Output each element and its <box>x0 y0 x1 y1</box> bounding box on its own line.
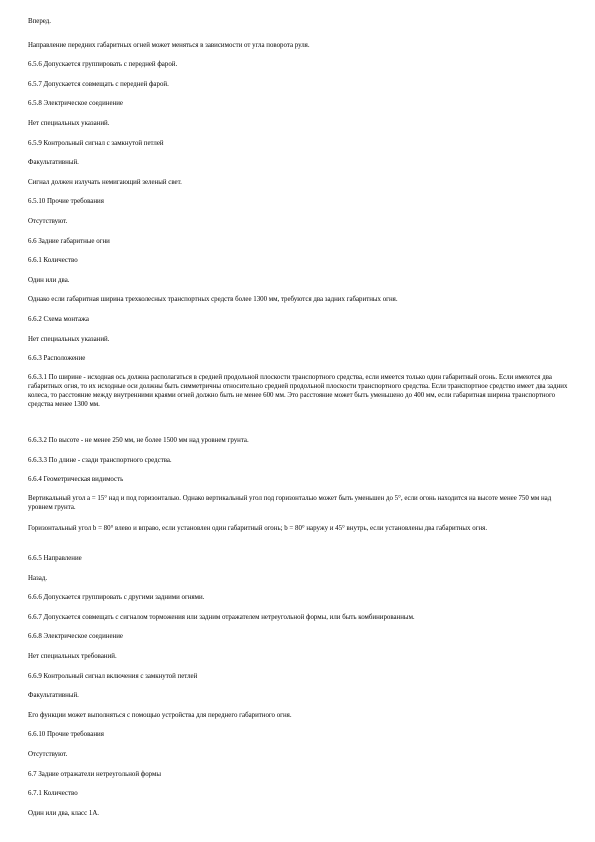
text-line: Отсутствуют. <box>28 218 68 225</box>
text-line: Факультативный. <box>28 159 79 166</box>
text-line: Его функции может выполняться с помощью устройства для переднего габаритного огня. <box>28 712 292 719</box>
text-line: Направление передних габаритных огней может меняться в зависимости от угла поворота руля. <box>28 42 310 49</box>
text-line: 6.6.3.3 По длине - сзади транспортного средства. <box>28 457 172 464</box>
section-heading: 6.6.9 Контрольный сигнал включения с замкнутой петлей <box>28 673 198 680</box>
text-line: Факультативный. <box>28 692 79 699</box>
text-line: Однако если габаритная ширина трехколесных транспортных средств более 1300 мм, требуются два задних габаритных огня. <box>28 296 398 303</box>
text-line: Один или два, класс 1А. <box>28 810 100 817</box>
text-line: 6.6.7 Допускается совмещать с сигналом торможения или задним отражателем нетреугольной формы, или быть комбинированным. <box>28 614 415 621</box>
section-heading: 6.5.9 Контрольный сигнал с замкнутой петлей <box>28 140 164 147</box>
text-line: 6.6.6 Допускается группировать с другими задними огнями. <box>28 594 205 601</box>
section-heading: 6.6.3 Расположение <box>28 355 86 362</box>
section-heading: 6.5.10 Прочие требования <box>28 198 104 205</box>
section-heading: 6.5.7 Допускается совмещать с передней фарой. <box>28 81 169 88</box>
text-line: Нет специальных указаний. <box>28 336 110 343</box>
section-heading: 6.6.1 Количество <box>28 257 78 264</box>
section-heading: 6.6.5 Направление <box>28 555 82 562</box>
section-heading: 6.6.8 Электрическое соединение <box>28 633 123 640</box>
text-line: 6.6.3.2 По высоте - не менее 250 мм, не более 1500 мм над уровнем грунта. <box>28 437 249 444</box>
text-line: Один или два. <box>28 277 70 284</box>
section-heading: 6.6.4 Геометрическая видимость <box>28 476 124 483</box>
text-line: Нет специальных требований. <box>28 653 117 660</box>
section-heading: 6.6.2 Схема монтажа <box>28 316 89 323</box>
text-line: Нет специальных указаний. <box>28 120 110 127</box>
text-line: Вперед. <box>28 18 51 25</box>
section-heading: 6.7.1 Количество <box>28 790 78 797</box>
paragraph: 6.6.3.1 По ширине - исходная ось должна располагаться в средней продольной плоскости транспортного средства, если имеется только один габаритный огонь. Если имеются два габаритных огня, то их исходные оси должны быть симметричны относительно средней продольной плоскости транспортного средства. Если транспортное средство имеет два задних колеса, то расстояние между внутренними краями огней должно быть не менее 600 мм. Это расстояние может быть уменьшено до 400 мм, если габаритная ширина транспортного средства менее 1300 мм. <box>28 374 568 408</box>
section-heading: 6.6.10 Прочие требования <box>28 731 104 738</box>
section-heading: 6.5.6 Допускается группировать с передней фарой. <box>28 61 178 68</box>
text-line: Назад. <box>28 575 48 582</box>
section-heading: 6.6 Задние габаритные огни <box>28 238 110 245</box>
paragraph: Горизонтальный угол b = 80° влево и вправо, если установлен один габаритный огонь; b = 80° наружу и 45° внутрь, если установлены два габаритных огня. <box>28 525 488 532</box>
section-heading: 6.7 Задние отражатели нетреугольной формы <box>28 771 162 778</box>
section-heading: 6.5.8 Электрическое соединение <box>28 100 123 107</box>
text-line: Сигнал должен излучать немигающий зеленый свет. <box>28 179 182 186</box>
paragraph: Вертикальный угол a = 15° над и под горизонталью. Однако вертикальный угол под горизонталью может быть уменьшен до 5°, если огонь находится на высоте менее 750 мм над уровнем грунта. <box>28 495 552 511</box>
text-line: Отсутствуют. <box>28 751 68 758</box>
